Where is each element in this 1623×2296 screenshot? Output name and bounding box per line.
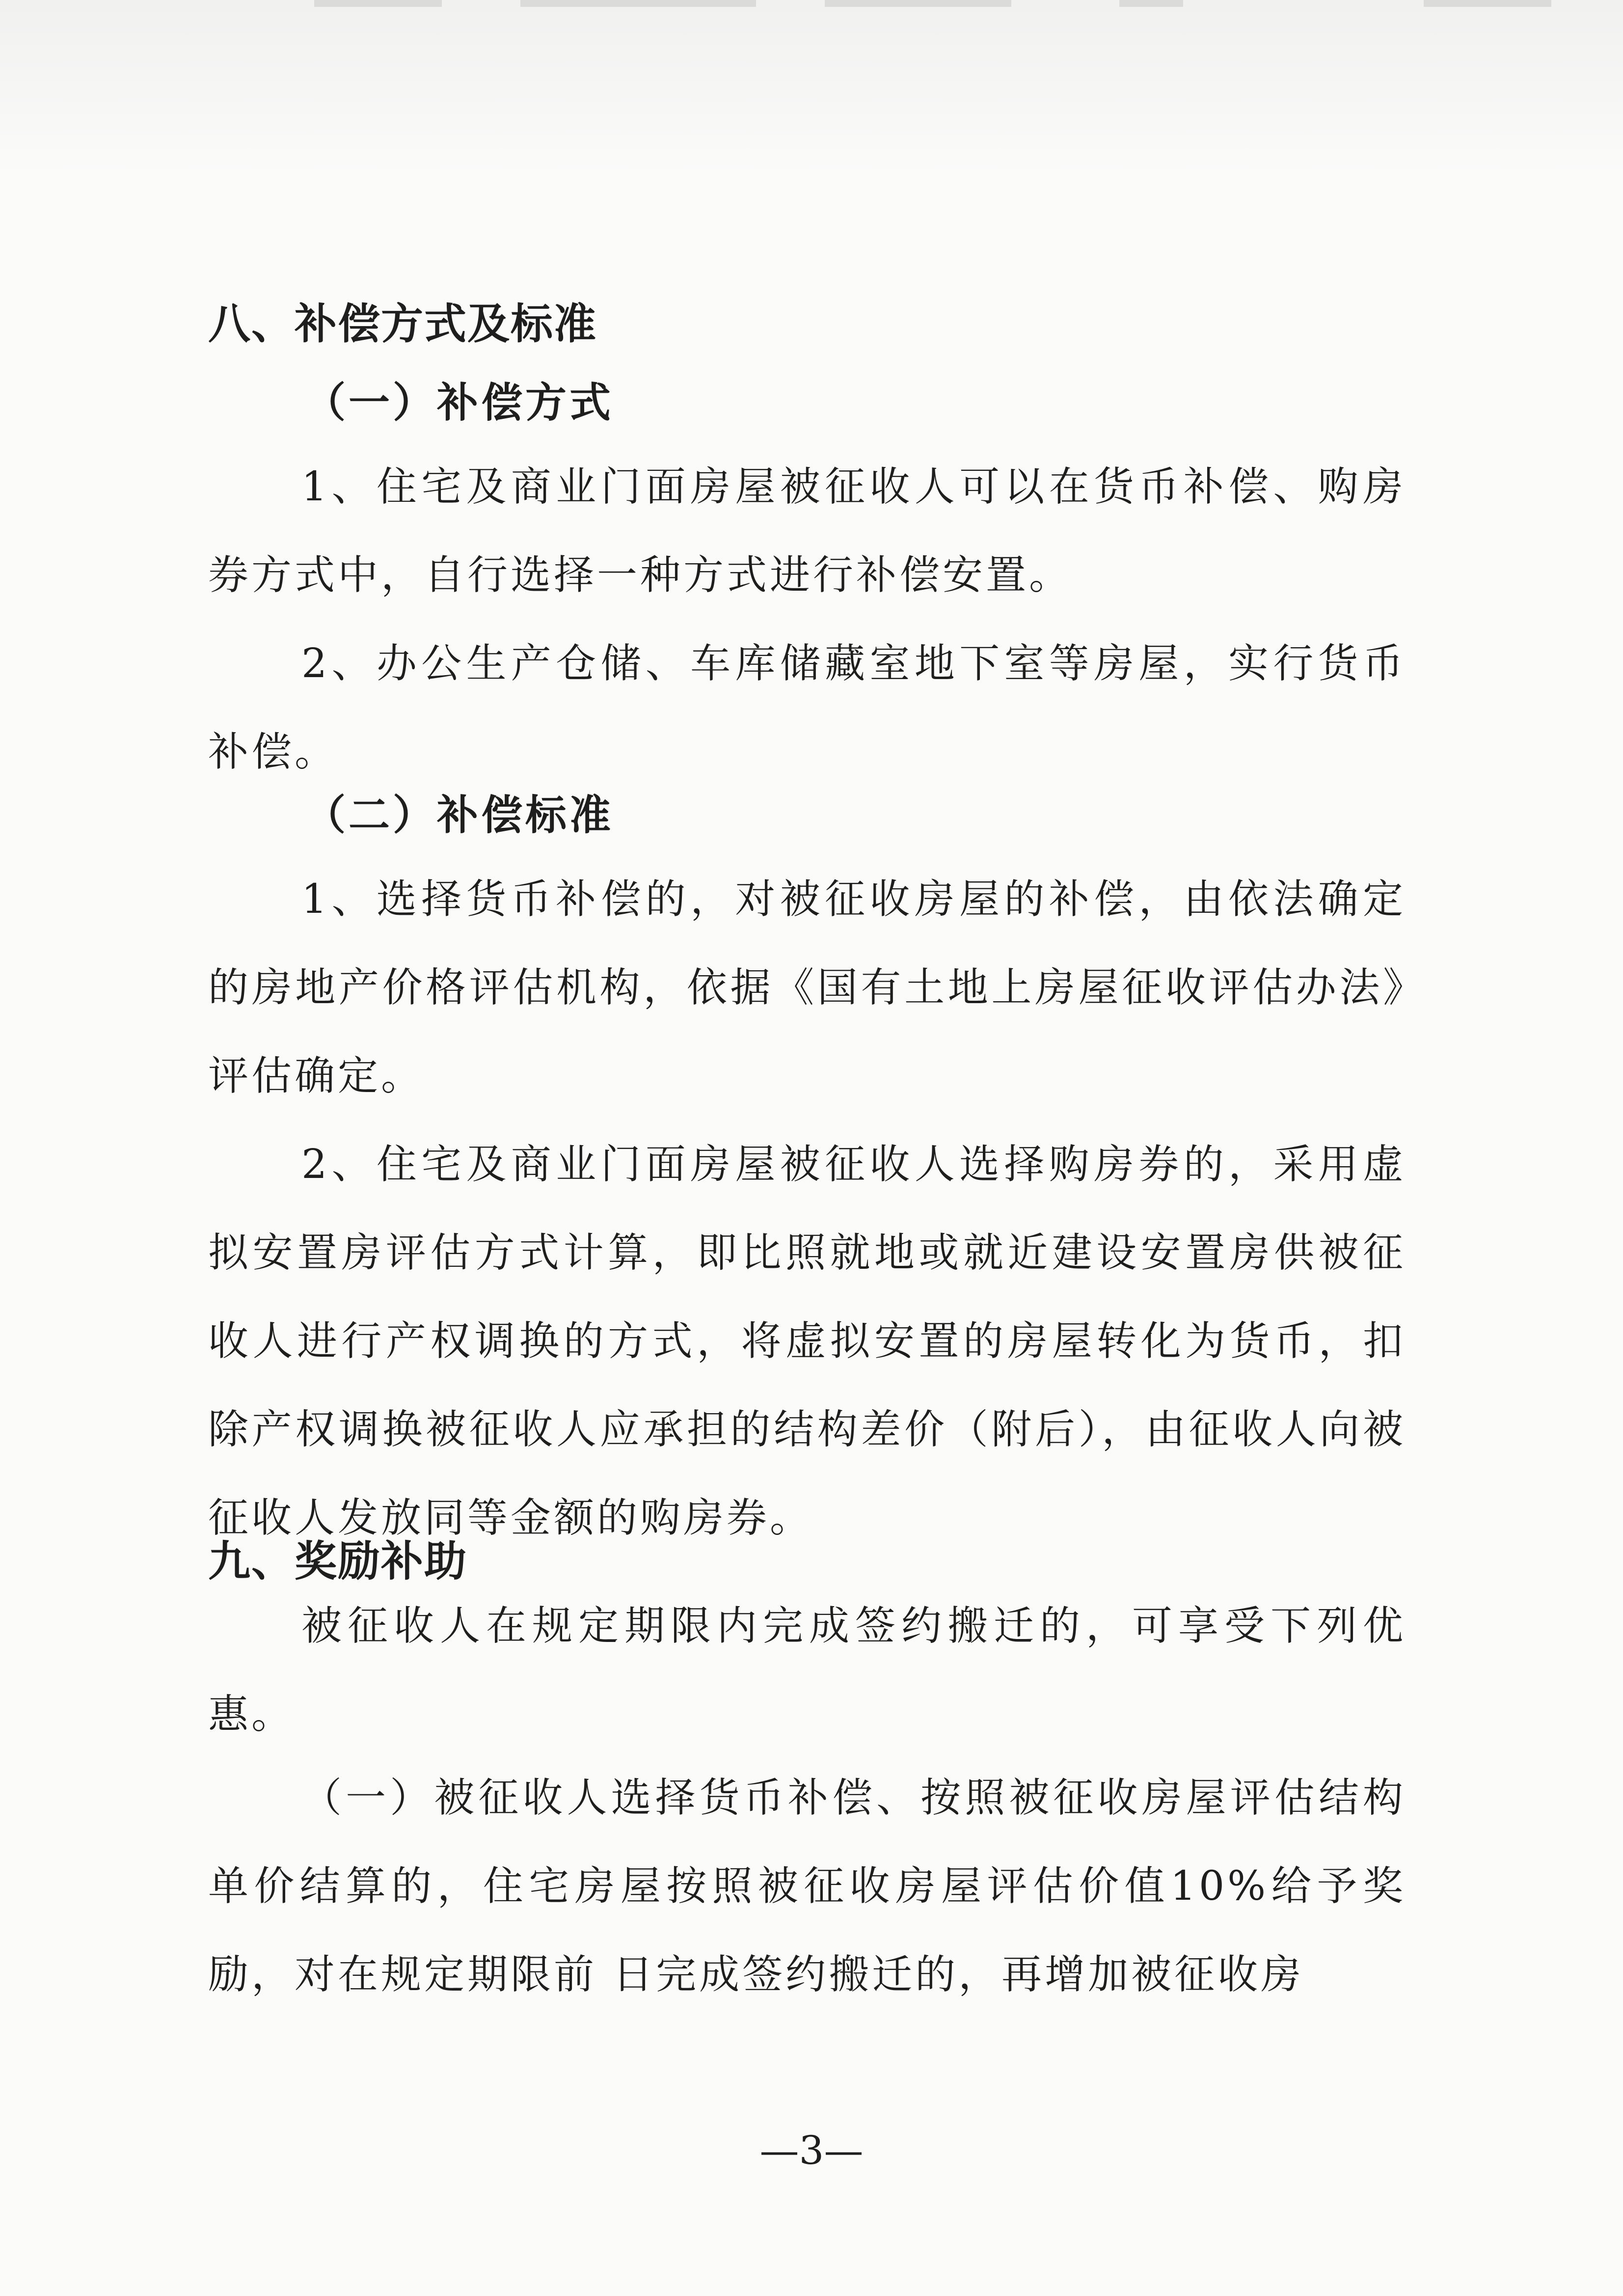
paragraph-method-2: 2、办公生产仓储、车库储藏室地下室等房屋，实行货币补偿。 bbox=[208, 640, 1406, 775]
section-heading-compensation: 八、补偿方式及标准 bbox=[208, 300, 597, 349]
paragraph-standard-2: 2、住宅及商业门面房屋被征收人选择购房券的，采用虚拟安置房评估方式计算，即比照就地或就近建设安置房供被征收人进行产权调换的方式，将虚拟安置的房屋转化为货币，扣除产权调换被征收人应承担的结构差价（附后），由征收人向被征收人发放同等金额的购房券。 bbox=[208, 1141, 1406, 1541]
page-number: —3— bbox=[759, 2128, 864, 2173]
paragraph-incentive-intro: 被征收人在规定期限内完成签约搬迁的，可享受下列优惠。 bbox=[208, 1603, 1406, 1738]
scan-shadow bbox=[0, 0, 1623, 177]
paragraph-method-1: 1、住宅及商业门面房屋被征收人可以在货币补偿、购房券方式中，自行选择一种方式进行补偿安置。 bbox=[208, 464, 1406, 599]
section-heading-incentive: 九、奖励补助 bbox=[208, 1537, 467, 1586]
subsection-title-method: （一）补偿方式 bbox=[304, 379, 614, 427]
paragraph-incentive-1: （一）被征收人选择货币补偿、按照被征收房屋评估结构单价结算的，住宅房屋按照被征收房屋评估价值10%给予奖励，对在规定期限前 日完成签约搬迁的，再增加被征收房 bbox=[208, 1775, 1406, 1998]
paragraph-standard-1: 1、选择货币补偿的，对被征收房屋的补偿，由依法确定的房地产价格评估机构，依据《国有土地上房屋征收评估办法》评估确定。 bbox=[208, 876, 1406, 1099]
subsection-title-standard: （二）补偿标准 bbox=[304, 791, 614, 839]
